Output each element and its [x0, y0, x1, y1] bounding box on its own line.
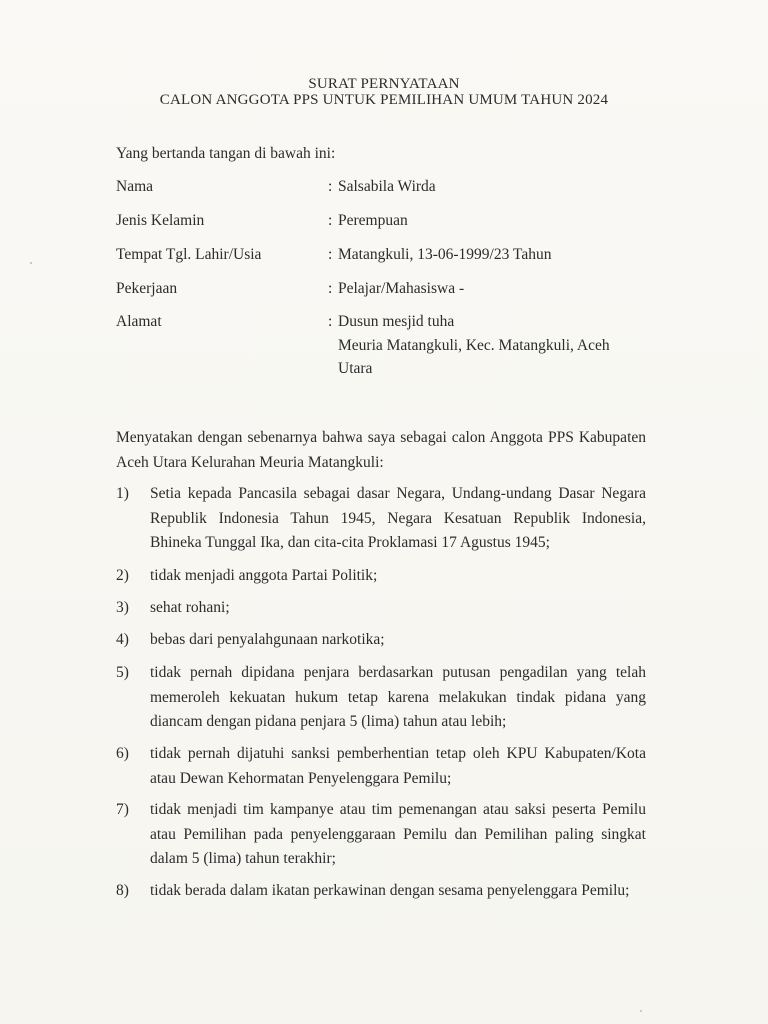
- statement-paragraph: Menyatakan dengan sebenarnya bahwa saya sebagai calon Anggota PPS Kabupaten Aceh Utara Kelurahan Meuria Matangkuli:: [116, 429, 646, 471]
- pekerjaan-label: Pekerjaan: [116, 280, 178, 297]
- item-number: 8): [116, 882, 129, 899]
- item-number: 7): [116, 801, 129, 818]
- scan-speck: [640, 1010, 642, 1012]
- item-text: tidak pernah dipidana penjara berdasarkan putusan pengadilan yang telah memeroleh kekuatan hukum tetap karena melakukan tindak pidana yang diancam dengan pidana penjara 5 (lima) tahun atau lebih;: [150, 664, 646, 730]
- item-text: tidak berada dalam ikatan perkawinan dengan sesama penyelenggara Pemilu;: [150, 882, 630, 899]
- ttl-label: Tempat Tgl. Lahir/Usia: [116, 246, 262, 263]
- item-text: tidak pernah dijatuhi sanksi pemberhentian tetap oleh KPU Kabupaten/Kota atau Dewan Kehormatan Penyelenggara Pemilu;: [150, 745, 646, 787]
- intro-text: Yang bertanda tangan di bawah ini:: [116, 145, 336, 162]
- nama-label: Nama: [116, 178, 154, 195]
- colon: :: [328, 246, 333, 263]
- item-text: Setia kepada Pancasila sebagai dasar Negara, Undang-undang Dasar Negara Republik Indonesia Tahun 1945, Negara Kesatuan Republik Indonesia, Bhineka Tunggal Ika, dan cita-cita Proklamasi 17 Agustus 1945;: [150, 485, 646, 551]
- alamat-value-line2: Meuria Matangkuli, Kec. Matangkuli, Aceh: [338, 337, 610, 354]
- item-number: 5): [116, 664, 129, 681]
- item-number: 4): [116, 631, 129, 648]
- item-number: 3): [116, 599, 129, 616]
- scan-speck: [30, 262, 32, 264]
- nama-value: Salsabila Wirda: [338, 178, 436, 195]
- item-text: tidak menjadi anggota Partai Politik;: [150, 567, 378, 584]
- item-text: sehat rohani;: [150, 599, 230, 616]
- jenis-kelamin-value: Perempuan: [338, 212, 408, 229]
- colon: :: [328, 313, 333, 330]
- alamat-value-line3: Utara: [338, 360, 373, 377]
- item-text: tidak menjadi tim kampanye atau tim pemenangan atau saksi peserta Pemilu atau Pemilihan pada penyelenggaraan Pemilu dan Pemilihan paling singkat dalam 5 (lima) tahun terakhir;: [150, 801, 646, 867]
- pekerjaan-value: Pelajar/Mahasiswa -: [338, 280, 465, 297]
- item-text: bebas dari penyalahgunaan narkotika;: [150, 631, 385, 648]
- jenis-kelamin-label: Jenis Kelamin: [116, 212, 205, 229]
- colon: :: [328, 178, 333, 195]
- item-number: 6): [116, 745, 129, 762]
- document-title: SURAT PERNYATAAN: [308, 76, 460, 92]
- ttl-value: Matangkuli, 13-06-1999/23 Tahun: [338, 246, 552, 263]
- alamat-label: Alamat: [116, 313, 162, 330]
- document-subtitle: CALON ANGGOTA PPS UNTUK PEMILIHAN UMUM TAHUN 2024: [159, 92, 609, 108]
- colon: :: [328, 280, 333, 297]
- item-number: 2): [116, 567, 129, 584]
- alamat-value-line1: Dusun mesjid tuha: [338, 313, 455, 330]
- item-number: 1): [116, 485, 129, 502]
- colon: :: [328, 212, 333, 229]
